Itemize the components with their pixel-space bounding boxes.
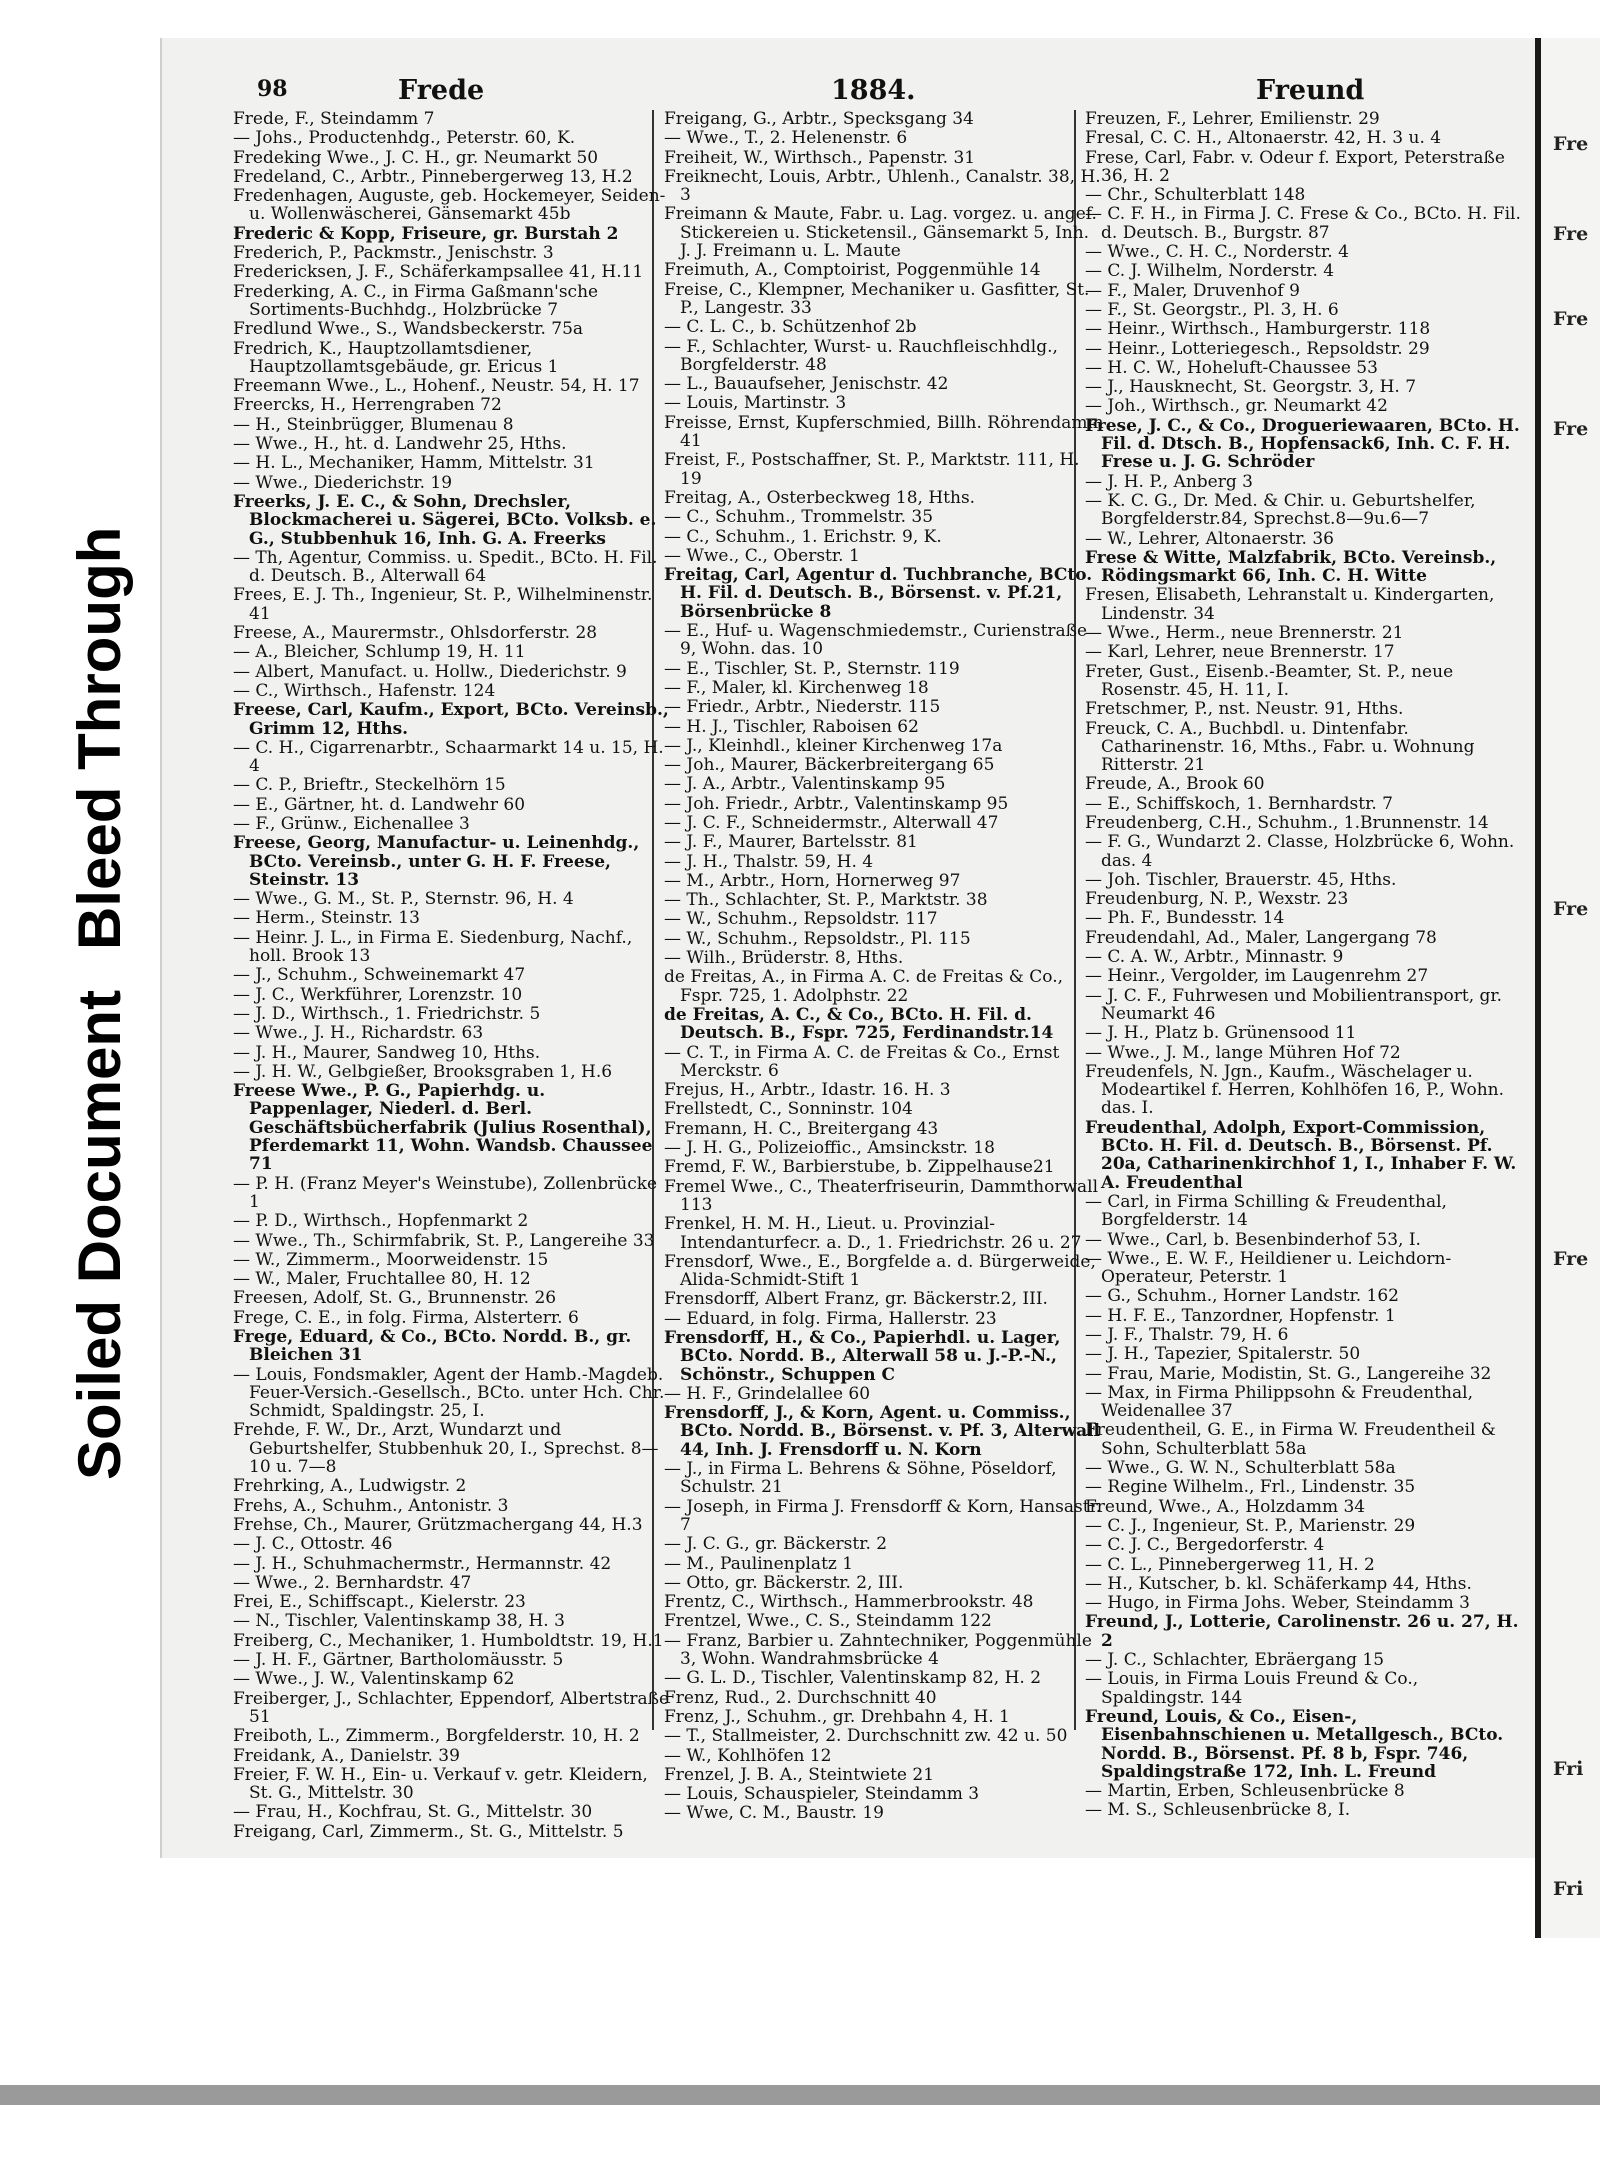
directory-entry: — J., Schuhm., Schweinemarkt 47 bbox=[233, 965, 526, 986]
directory-entry: — J., Kleinhdl., kleiner Kirchenweg 17a bbox=[664, 735, 1003, 756]
directory-entry: — H., Steinbrügger, Blumenau 8 bbox=[233, 414, 514, 435]
directory-entry: — Wwe., E. W. F., Heildiener u. Leichdorn-Operateur, Peterstr. 1 bbox=[1085, 1248, 1452, 1288]
directory-entry: — Heinr. J. L., in Firma E. Siedenburg, Nachf., holl. Brook 13 bbox=[233, 927, 633, 967]
directory-entry: Freimuth, A., Comptoirist, Poggenmühle 14 bbox=[664, 260, 1041, 281]
directory-entry: Freudenberg, C.H., Schuhm., 1.Brunnenstr. 14 bbox=[1085, 812, 1489, 833]
directory-entry: — Martin, Erben, Schleusenbrücke 8 bbox=[1085, 1781, 1405, 1802]
directory-entry: — W., Schuhm., Repsoldstr. 117 bbox=[664, 909, 938, 930]
directory-entry: Freude, A., Brook 60 bbox=[1085, 774, 1265, 795]
directory-entry: Fredlund Wwe., S., Wandsbeckerstr. 75a bbox=[233, 319, 584, 340]
directory-entry: Frenkel, H. M. H., Lieut. u. Provinzial-Intendanturfecr. a. D., 1. Friedrichstr. 26 u. 27 bbox=[664, 1214, 1082, 1253]
directory-column-3 bbox=[1085, 110, 1525, 1821]
directory-entry: — Hugo, in Firma Johs. Weber, Steindamm 3 bbox=[1085, 1593, 1470, 1614]
directory-entry: Freese, Carl, Kaufm., Export, BCto. Vereinsb., Grimm 12, Hths. bbox=[233, 700, 669, 739]
directory-entry: Freund, J., Lotterie, Carolinenstr. 26 u. 27, H. 2 bbox=[1085, 1612, 1519, 1651]
directory-entry: — F., Maler, Druvenhof 9 bbox=[1085, 280, 1300, 301]
directory-entry: Freiknecht, Louis, Arbtr., Uhlenh., Canalstr. 38, H. 3 bbox=[664, 166, 1101, 206]
directory-entry: — E., Huf- u. Wagenschmiedemstr., Curienstraße 9, Wohn. das. 10 bbox=[664, 621, 1088, 660]
edge-fragment: Fri bbox=[1553, 1758, 1584, 1780]
directory-entry: — H. L., Mechaniker, Hamm, Mittelstr. 31 bbox=[233, 453, 595, 474]
directory-entry: — Louis, Schauspieler, Steindamm 3 bbox=[664, 1784, 980, 1805]
directory-entry: — Wilh., Brüderstr. 8, Hths. bbox=[664, 948, 904, 969]
directory-entry: Freerks, J. E. C., & Sohn, Drechsler, Blockmacherei u. Sägerei, BCto. Volksb. e. G., Stubbenhuk 16, Inh. G. A. Freerks bbox=[233, 491, 657, 549]
directory-entry: Fredenhagen, Auguste, geb. Hockemeyer, Seiden- u. Wollenwäscherei, Gänsemarkt 45b bbox=[233, 186, 666, 225]
directory-entry: — Wwe., 2. Bernhardstr. 47 bbox=[233, 1572, 472, 1593]
directory-entry: — G., Schuhm., Horner Landstr. 162 bbox=[1085, 1286, 1399, 1307]
directory-entry: — W., Zimmerm., Moorweidenstr. 15 bbox=[233, 1249, 549, 1270]
directory-entry: — J. C. G., gr. Bäckerstr. 2 bbox=[664, 1534, 888, 1555]
directory-entry: — J. F., Maurer, Bartelsstr. 81 bbox=[664, 832, 918, 853]
directory-entry: — Joh., Wirthsch., gr. Neumarkt 42 bbox=[1085, 396, 1388, 417]
directory-entry: — F., Maler, kl. Kirchenweg 18 bbox=[664, 677, 929, 698]
directory-entry: — Heinr., Lotteriegesch., Repsoldstr. 29 bbox=[1085, 338, 1430, 359]
directory-column-1 bbox=[233, 110, 673, 1842]
directory-entry: — C., Wirthsch., Hafenstr. 124 bbox=[233, 680, 496, 701]
directory-entry: Frese, Carl, Fabr. v. Odeur f. Export, Peterstraße 36, H. 2 bbox=[1085, 147, 1505, 186]
directory-entry: Fredrich, K., Hauptzollamtsdiener, Hauptzollamtsgebäude, gr. Ericus 1 bbox=[233, 338, 559, 377]
directory-entry: Freercks, H., Herrengraben 72 bbox=[233, 395, 502, 416]
year-heading: 1884. bbox=[831, 75, 916, 106]
directory-entry: — J. H. F., Gärtner, Bartholomäusstr. 5 bbox=[233, 1650, 564, 1671]
directory-entry: — J., in Firma L. Behrens & Söhne, Pöseldorf, Schulstr. 21 bbox=[664, 1459, 1057, 1498]
edge-fragment: Fre bbox=[1553, 308, 1589, 330]
directory-entry: — J. H. W., Gelbgießer, Brooksgraben 1, H.6 bbox=[233, 1061, 613, 1082]
directory-entry: Frensdorff, Albert Franz, gr. Bäckerstr.2, III. bbox=[664, 1289, 1048, 1310]
directory-entry: — J. H., Maurer, Sandweg 10, Hths. bbox=[233, 1042, 541, 1063]
directory-entry: Freier, F. W. H., Ein- u. Verkauf v. getr. Kleidern, St. G., Mittelstr. 30 bbox=[233, 1764, 648, 1804]
directory-entry: — Joh. Tischler, Brauerstr. 45, Hths. bbox=[1085, 869, 1397, 890]
soiled-document-label: Soiled Document bbox=[66, 989, 133, 1480]
directory-entry: — Wwe., J. W., Valentinskamp 62 bbox=[233, 1669, 515, 1690]
directory-entry: Frenzel, J. B. A., Steintwiete 21 bbox=[664, 1764, 935, 1785]
directory-entry: Frege, C. E., in folg. Firma, Alsterterr. 6 bbox=[233, 1307, 579, 1328]
directory-entry: Fremd, F. W., Barbierstube, b. Zippelhause21 bbox=[664, 1157, 1055, 1178]
directory-entry: Fredeking Wwe., J. C. H., gr. Neumarkt 50 bbox=[233, 147, 599, 168]
directory-entry: — Johs., Productenhdg., Peterstr. 60, K. bbox=[233, 128, 576, 149]
directory-entry: Frensdorf, Wwe., E., Borgfelde a. d. Bürgerweide, Alida-Schmidt-Stift 1 bbox=[664, 1251, 1096, 1291]
directory-entry: — H. J., Tischler, Raboisen 62 bbox=[664, 716, 919, 737]
directory-entry: — Wwe., Th., Schirmfabrik, St. P., Langereihe 33 bbox=[233, 1230, 655, 1251]
directory-entry: — Regine Wilhelm., Frl., Lindenstr. 35 bbox=[1085, 1477, 1416, 1498]
directory-entry: Frei, E., Schiffscapt., Kielerstr. 23 bbox=[233, 1592, 526, 1613]
directory-entry: Freudendahl, Ad., Maler, Langergang 78 bbox=[1085, 927, 1437, 948]
directory-entry: Frese & Witte, Malzfabrik, BCto. Vereinsb., Rödingsmarkt 66, Inh. C. H. Witte bbox=[1085, 547, 1497, 587]
directory-entry: — Wwe., Diederichstr. 19 bbox=[233, 472, 453, 493]
directory-entry: Freese Wwe., P. G., Papierhdg. u. Pappenlager, Niederl. d. Berl. Geschäftsbücherfabrik (Julius Rosenthal), Pferdemarkt 11, Wohn. Wandsb. Chaussee 71 bbox=[233, 1081, 653, 1175]
directory-entry: Freiberger, J., Schlachter, Eppendorf, Albertstraße 51 bbox=[233, 1688, 670, 1727]
directory-entry: — Th, Agentur, Commiss. u. Spedit., BCto. H. Fil. d. Deutsch. B., Alterwall 64 bbox=[233, 547, 658, 587]
directory-entry: — Frau, Marie, Modistin, St. G., Langereihe 32 bbox=[1085, 1363, 1492, 1384]
directory-entry: — F., Grünw., Eichenallee 3 bbox=[233, 813, 470, 834]
page-number: 98 bbox=[257, 76, 288, 102]
directory-entry: — J. H., Schuhmachermstr., Hermannstr. 42 bbox=[233, 1553, 612, 1574]
directory-entry: Freiberg, C., Mechaniker, 1. Humboldtstr. 19, H.1 bbox=[233, 1630, 664, 1651]
directory-entry: — Wwe., C., Oberstr. 1 bbox=[664, 545, 860, 566]
directory-entry: Fresal, C. C. H., Altonaerstr. 42, H. 3 u. 4 bbox=[1085, 128, 1442, 149]
directory-entry: — Joh. Friedr., Arbtr., Valentinskamp 95 bbox=[664, 793, 1009, 814]
directory-entry: — Wwe., G. M., St. P., Sternstr. 96, H. 4 bbox=[233, 889, 574, 910]
directory-entry: Frentz, C., Wirthsch., Hammerbrookstr. 48 bbox=[664, 1592, 1034, 1613]
directory-entry: — Albert, Manufact. u. Hollw., Diederichstr. 9 bbox=[233, 661, 627, 682]
directory-entry: — H. F., Grindelallee 60 bbox=[664, 1383, 871, 1404]
scanner-bottom-edge bbox=[0, 2085, 1600, 2105]
directory-entry: — W., Lehrer, Altonaerstr. 36 bbox=[1085, 528, 1334, 549]
directory-entry: Freudentheil, G. E., in Firma W. Freudentheil & Sohn, Schulterblatt 58a bbox=[1085, 1420, 1496, 1459]
directory-entry: — P. D., Wirthsch., Hopfenmarkt 2 bbox=[233, 1211, 529, 1232]
directory-entry: — J. F., Thalstr. 79, H. 6 bbox=[1085, 1325, 1289, 1345]
directory-entry: Freitag, Carl, Agentur d. Tuchbranche, BCto. H. Fil. d. Deutsch. B., Börsenst. v. Pf.21, Börsenbrücke 8 bbox=[664, 565, 1093, 622]
directory-entry: — C. A. W., Arbtr., Minnastr. 9 bbox=[1085, 947, 1344, 968]
directory-entry: — Herm., Steinstr. 13 bbox=[233, 908, 420, 929]
directory-entry: — Eduard, in folg. Firma, Hallerstr. 23 bbox=[664, 1308, 997, 1329]
edge-fragment: Fre bbox=[1553, 1248, 1589, 1270]
directory-entry: Frederic & Kopp, Friseure, gr. Burstah 2 bbox=[233, 223, 619, 244]
directory-entry: — E., Tischler, St. P., Sternstr. 119 bbox=[664, 658, 960, 679]
directory-entry: Freuck, C. A., Buchbdl. u. Dintenfabr. Catharinenstr. 16, Mths., Fabr. u. Wohnung Ritterstr. 21 bbox=[1085, 718, 1475, 776]
directory-entry: Freimann & Maute, Fabr. u. Lag. vorgez. u. angef. Stickereien u. Sticketensil., Gänsemarkt 5, Inh. J. J. Freimann u. L. Maute bbox=[664, 204, 1097, 262]
directory-entry: — J. A., Arbtr., Valentinskamp 95 bbox=[664, 774, 946, 795]
edge-fragment: Fre bbox=[1553, 418, 1589, 440]
directory-entry: Freigang, G., Arbtr., Specksgang 34 bbox=[664, 109, 974, 129]
directory-entry: — Wwe., C. H. C., Norderstr. 4 bbox=[1085, 242, 1349, 263]
directory-entry: — Joseph, in Firma J. Frensdorff & Korn, Hansastr. 7 bbox=[664, 1496, 1102, 1535]
directory-entry: Frehs, A., Schuhm., Antonistr. 3 bbox=[233, 1495, 509, 1516]
directory-entry: Freemann Wwe., L., Hohenf., Neustr. 54, H. 17 bbox=[233, 376, 640, 397]
directory-entry: — C. T., in Firma A. C. de Freitas & Co., Ernst Merckstr. 6 bbox=[664, 1042, 1060, 1081]
directory-entry: — J. H., Platz b. Grünensood 11 bbox=[1085, 1023, 1357, 1044]
directory-entry: — F., Schlachter, Wurst- u. Rauchfleischhdlg., Borgfelderstr. 48 bbox=[664, 336, 1058, 375]
directory-entry: — C. J. Wilhelm, Norderstr. 4 bbox=[1085, 261, 1335, 282]
directory-entry: Fremann, H. C., Breitergang 43 bbox=[664, 1118, 939, 1139]
directory-entry: Fredeland, C., Arbtr., Pinnebergerweg 13, H.2 bbox=[233, 166, 633, 187]
directory-entry: — W., Schuhm., Repsoldstr., Pl. 115 bbox=[664, 928, 971, 949]
directory-entry: — G. L. D., Tischler, Valentinskamp 82, H. 2 bbox=[664, 1668, 1042, 1689]
directory-entry: — J. H., Tapezier, Spitalerstr. 50 bbox=[1085, 1344, 1361, 1365]
directory-entry: — Louis, Martinstr. 3 bbox=[664, 393, 847, 414]
directory-entry: Freigang, Carl, Zimmerm., St. G., Mittelstr. 5 bbox=[233, 1821, 624, 1842]
directory-entry: — J. C., Schlachter, Ebräergang 15 bbox=[1085, 1650, 1385, 1671]
directory-entry: Freidank, A., Danielstr. 39 bbox=[233, 1745, 460, 1766]
adjacent-page-edge bbox=[1535, 38, 1600, 1938]
directory-entry: — H. C. W., Hoheluft-Chaussee 53 bbox=[1085, 357, 1378, 378]
directory-entry: — F. G., Wundarzt 2. Classe, Holzbrücke 6, Wohn. das. 4 bbox=[1085, 832, 1515, 871]
directory-entry: — J. C., Werkführer, Lorenzstr. 10 bbox=[233, 984, 523, 1005]
directory-entry: Freesen, Adolf, St. G., Brunnenstr. 26 bbox=[233, 1288, 557, 1309]
directory-entry: — C. P., Brieftr., Steckelhörn 15 bbox=[233, 775, 506, 796]
directory-entry: Frees, E. J. Th., Ingenieur, St. P., Wilhelminenstr. 41 bbox=[233, 585, 653, 624]
directory-entry: Freese, Georg, Manufactur- u. Leinenhdg., BCto. Vereinsb., unter G. H. F. Freese, Steinstr. 13 bbox=[233, 833, 640, 890]
directory-entry: Freise, C., Klempner, Mechaniker u. Gasfitter, St. P., Langestr. 33 bbox=[664, 279, 1090, 318]
directory-entry: Freudenfels, N. Jgn., Kaufm., Wäschelager u. Modeartikel f. Herren, Kohlhöfen 16, P., Wohn. das. I. bbox=[1085, 1061, 1505, 1119]
directory-entry: Freuzen, F., Lehrer, Emilienstr. 29 bbox=[1085, 109, 1380, 129]
directory-entry: — Chr., Schulterblatt 148 bbox=[1085, 185, 1306, 206]
directory-entry: Freudenthal, Adolph, Export-Commission, BCto. H. Fil. d. Deutsch. B., Börsenst. Pf. 20a, Catharinenkirchhof 1, I., Inhaber F. W. A. Freudenthal bbox=[1085, 1117, 1517, 1193]
directory-entry: — Louis, Fondsmakler, Agent der Hamb.-Magdeb. Feuer-Versich.-Gesellsch., BCto. unter Hch. Chr. Schmidt, Spaldingstr. 25, I. bbox=[233, 1364, 665, 1422]
directory-entry: — H. F. E., Tanzordner, Hopfenstr. 1 bbox=[1085, 1305, 1396, 1326]
directory-entry: — Heinr., Vergolder, im Laugenrehm 27 bbox=[1085, 966, 1429, 987]
directory-entry: — C. H., Cigarrenarbtr., Schaarmarkt 14 u. 15, H. 4 bbox=[233, 737, 664, 777]
directory-entry: Frentzel, Wwe., C. S., Steindamm 122 bbox=[664, 1611, 992, 1632]
directory-entry: — Ph. F., Bundesstr. 14 bbox=[1085, 908, 1285, 929]
directory-entry: — Wwe., J. H., Richardstr. 63 bbox=[233, 1023, 484, 1044]
directory-entry: Frejus, H., Arbtr., Idastr. 16. H. 3 bbox=[664, 1080, 951, 1101]
directory-entry: — W., Kohlhöfen 12 bbox=[664, 1745, 832, 1766]
directory-entry: — J. C. F., Fuhrwesen und Mobilientransport, gr. Neumarkt 46 bbox=[1085, 985, 1503, 1024]
directory-entry: Frehse, Ch., Maurer, Grützmachergang 44, H.3 bbox=[233, 1514, 643, 1535]
directory-entry: — J. C., Ottostr. 46 bbox=[233, 1534, 393, 1555]
directory-entry: Frenz, J., Schuhm., gr. Drehbahn 4, H. 1 bbox=[664, 1706, 1010, 1727]
directory-entry: Freter, Gust., Eisenb.-Beamter, St. P., neue Rosenstr. 45, H. 11, I. bbox=[1085, 661, 1454, 700]
directory-entry: Freund, Louis, & Co., Eisen-, Eisenbahnschienen u. Metallgesch., BCto. Nordd. B., Börsenst. Pf. 8 b, Fspr. 746, Spaldingstraße 172, Inh. L. Freund bbox=[1085, 1706, 1504, 1782]
directory-entry: Frederich, P., Packmstr., Jenischstr. 3 bbox=[233, 243, 554, 264]
directory-entry: — C. F. H., in Firma J. C. Frese & Co., BCto. H. Fil. d. Deutsch. B., Burgstr. 87 bbox=[1085, 204, 1521, 243]
left-guide-word: Frede bbox=[398, 75, 485, 106]
directory-entry: — P. H. (Franz Meyer's Weinstube), Zollenbrücke 1 bbox=[233, 1173, 658, 1212]
directory-entry: — C. J. C., Bergedorferstr. 4 bbox=[1085, 1535, 1325, 1556]
directory-entry: — F., St. Georgstr., Pl. 3, H. 6 bbox=[1085, 299, 1339, 320]
directory-entry: Freiheit, W., Wirthsch., Papenstr. 31 bbox=[664, 147, 976, 168]
directory-entry: Freist, F., Postschaffner, St. P., Marktstr. 111, H. 19 bbox=[664, 450, 1080, 489]
directory-entry: — Franz, Barbier u. Zahntechniker, Poggenmühle 3, Wohn. Wandrahmsbrücke 4 bbox=[664, 1630, 1092, 1670]
directory-entry: Frese, J. C., & Co., Drogueriewaaren, BCto. H. Fil. d. Dtsch. B., Hopfensack6, Inh. C. F. H. Frese u. J. G. Schröder bbox=[1085, 415, 1520, 473]
directory-entry: Frede, F., Steindamm 7 bbox=[233, 109, 435, 129]
directory-entry: Freudenburg, N. P., Wexstr. 23 bbox=[1085, 889, 1349, 910]
directory-entry: Frege, Eduard, & Co., BCto. Nordd. B., gr. Bleichen 31 bbox=[233, 1327, 632, 1366]
directory-entry: Fretschmer, P., nst. Neustr. 91, Hths. bbox=[1085, 699, 1404, 720]
directory-entry: Frenz, Rud., 2. Durchschnitt 40 bbox=[664, 1687, 937, 1708]
directory-entry: de Freitas, A. C., & Co., BCto. H. Fil. d. Deutsch. B., Fspr. 725, Ferdinandstr.14 bbox=[664, 1004, 1054, 1044]
directory-entry: — N., Tischler, Valentinskamp 38, H. 3 bbox=[233, 1611, 565, 1632]
directory-entry: Fremel Wwe., C., Theaterfriseurin, Dammthorwall 113 bbox=[664, 1176, 1099, 1215]
directory-entry: — Frau, H., Kochfrau, St. G., Mittelstr. 30 bbox=[233, 1802, 593, 1823]
directory-entry: — C., Schuhm., 1. Erichstr. 9, K. bbox=[664, 526, 942, 547]
directory-entry: — E., Gärtner, ht. d. Landwehr 60 bbox=[233, 794, 526, 815]
directory-entry: — A., Bleicher, Schlump 19, H. 11 bbox=[233, 642, 526, 663]
right-guide-word: Freund bbox=[1256, 75, 1365, 106]
directory-entry: — Wwe., Carl, b. Besenbinderhof 53, I. bbox=[1085, 1229, 1421, 1250]
directory-entry: — Wwe., H., ht. d. Landwehr 25, Hths. bbox=[233, 434, 567, 455]
directory-entry: — Joh., Maurer, Bäckerbreitergang 65 bbox=[664, 755, 995, 776]
directory-entry: — W., Maler, Fruchtallee 80, H. 12 bbox=[233, 1269, 531, 1290]
directory-entry: — Th., Schlachter, St. P., Marktstr. 38 bbox=[664, 890, 988, 911]
directory-entry: Fredericksen, J. F., Schäferkampsallee 41, H.11 bbox=[233, 262, 644, 283]
directory-entry: Frehrking, A., Ludwigstr. 2 bbox=[233, 1476, 467, 1497]
directory-entry: — H., Kutscher, b. kl. Schäferkamp 44, Hths. bbox=[1085, 1573, 1472, 1594]
directory-entry: Freitag, A., Osterbeckweg 18, Hths. bbox=[664, 487, 976, 508]
directory-entry: Fresen, Elisabeth, Lehranstalt u. Kindergarten, Lindenstr. 34 bbox=[1085, 585, 1495, 624]
directory-entry: — M., Paulinenplatz 1 bbox=[664, 1553, 854, 1574]
directory-entry: — J. H. P., Anberg 3 bbox=[1085, 471, 1253, 492]
directory-entry: — Louis, in Firma Louis Freund & Co., Spaldingstr. 144 bbox=[1085, 1669, 1419, 1708]
directory-entry: — J. H., Thalstr. 59, H. 4 bbox=[664, 851, 874, 872]
directory-entry: — J., Hausknecht, St. Georgstr. 3, H. 7 bbox=[1085, 377, 1417, 398]
directory-entry: — Otto, gr. Bäckerstr. 2, III. bbox=[664, 1572, 904, 1593]
directory-entry: — Heinr., Wirthsch., Hamburgerstr. 118 bbox=[1085, 319, 1431, 340]
edge-fragment: Fre bbox=[1553, 898, 1589, 920]
directory-entry: — Wwe, C. M., Baustr. 19 bbox=[664, 1803, 884, 1824]
directory-entry: Frellstedt, C., Sonninstr. 104 bbox=[664, 1099, 913, 1120]
directory-entry: — J. D., Wirthsch., 1. Friedrichstr. 5 bbox=[233, 1003, 541, 1024]
directory-entry: — Wwe., J. M., lange Mühren Hof 72 bbox=[1085, 1042, 1401, 1063]
directory-entry: — J. C. F., Schneidermstr., Alterwall 47 bbox=[664, 812, 999, 833]
directory-entry: — M., Arbtr., Horn, Hornerweg 97 bbox=[664, 870, 961, 891]
edge-fragment: Fre bbox=[1553, 133, 1589, 155]
bleed-through-label: Bleed Through bbox=[66, 526, 133, 950]
directory-entry: — L., Bauaufseher, Jenischstr. 42 bbox=[664, 374, 949, 395]
directory-entry: Freisse, Ernst, Kupferschmied, Billh. Röhrendamm 41 bbox=[664, 412, 1104, 452]
edge-fragment: Fre bbox=[1553, 223, 1589, 245]
scan-quality-label bbox=[60, 360, 140, 1480]
directory-entry: — J. H. G., Polizeioffic., Amsinckstr. 18 bbox=[664, 1138, 995, 1159]
directory-entry: — T., Stallmeister, 2. Durchschnitt zw. 42 u. 50 bbox=[664, 1726, 1068, 1747]
directory-entry: — Karl, Lehrer, neue Brennerstr. 17 bbox=[1085, 642, 1395, 663]
directory-entry: — C. J., Ingenieur, St. P., Marienstr. 29 bbox=[1085, 1515, 1416, 1536]
directory-entry: — Carl, in Firma Schilling & Freudenthal, Borgfelderstr. 14 bbox=[1085, 1191, 1447, 1231]
directory-entry: de Freitas, A., in Firma A. C. de Freitas & Co., Fspr. 725, 1. Adolphstr. 22 bbox=[664, 967, 1064, 1006]
directory-entry: Frederking, A. C., in Firma Gaßmann'sche Sortiments-Buchhdg., Holzbrücke 7 bbox=[233, 281, 599, 320]
directory-entry: Frensdorff, J., & Korn, Agent. u. Commiss., BCto. Nordd. B., Börsenst. v. Pf. 3, Alterwall 44, Inh. J. Frensdorff u. N. Korn bbox=[664, 1403, 1101, 1460]
edge-fragment: Fri bbox=[1553, 1878, 1584, 1900]
directory-entry: — M. S., Schleusenbrücke 8, I. bbox=[1085, 1800, 1351, 1821]
directory-entry: — C. L. C., b. Schützenhof 2b bbox=[664, 317, 917, 338]
directory-entry: Frensdorff, H., & Co., Papierhdl. u. Lager, BCto. Nordd. B., Alterwall 58 u. J.-P.-N., Schönstr., Schuppen C bbox=[664, 1328, 1061, 1385]
directory-entry: — Wwe., G. W. N., Schulterblatt 58a bbox=[1085, 1458, 1396, 1479]
directory-entry: — K. C. G., Dr. Med. & Chir. u. Geburtshelfer, Borgfelderstr.84, Sprechst.8—9u.6—7 bbox=[1085, 490, 1476, 530]
directory-column-2 bbox=[664, 110, 1104, 1824]
directory-entry: — E., Schiffskoch, 1. Bernhardstr. 7 bbox=[1085, 793, 1393, 814]
directory-entry: — Wwe., Herm., neue Brennerstr. 21 bbox=[1085, 623, 1404, 644]
directory-entry: Freiboth, L., Zimmerm., Borgfelderstr. 10, H. 2 bbox=[233, 1726, 640, 1747]
directory-entry: Freund, Wwe., A., Holzdamm 34 bbox=[1085, 1496, 1366, 1517]
directory-entry: Frehde, F. W., Dr., Arzt, Wundarzt und Geburtshelfer, Stubbenhuk 20, I., Sprechst. 8—10 u. 7—8 bbox=[233, 1420, 659, 1478]
directory-entry: — C. L., Pinnebergerweg 11, H. 2 bbox=[1085, 1554, 1375, 1575]
directory-entry: — Friedr., Arbtr., Niederstr. 115 bbox=[664, 697, 941, 718]
directory-entry: — Max, in Firma Philippsohn & Freudenthal, Weidenallee 37 bbox=[1085, 1382, 1473, 1422]
directory-entry: — Wwe., T., 2. Helenenstr. 6 bbox=[664, 128, 908, 149]
directory-entry: Freese, A., Maurermstr., Ohlsdorferstr. 28 bbox=[233, 623, 598, 644]
directory-entry: — C., Schuhm., Trommelstr. 35 bbox=[664, 507, 934, 528]
